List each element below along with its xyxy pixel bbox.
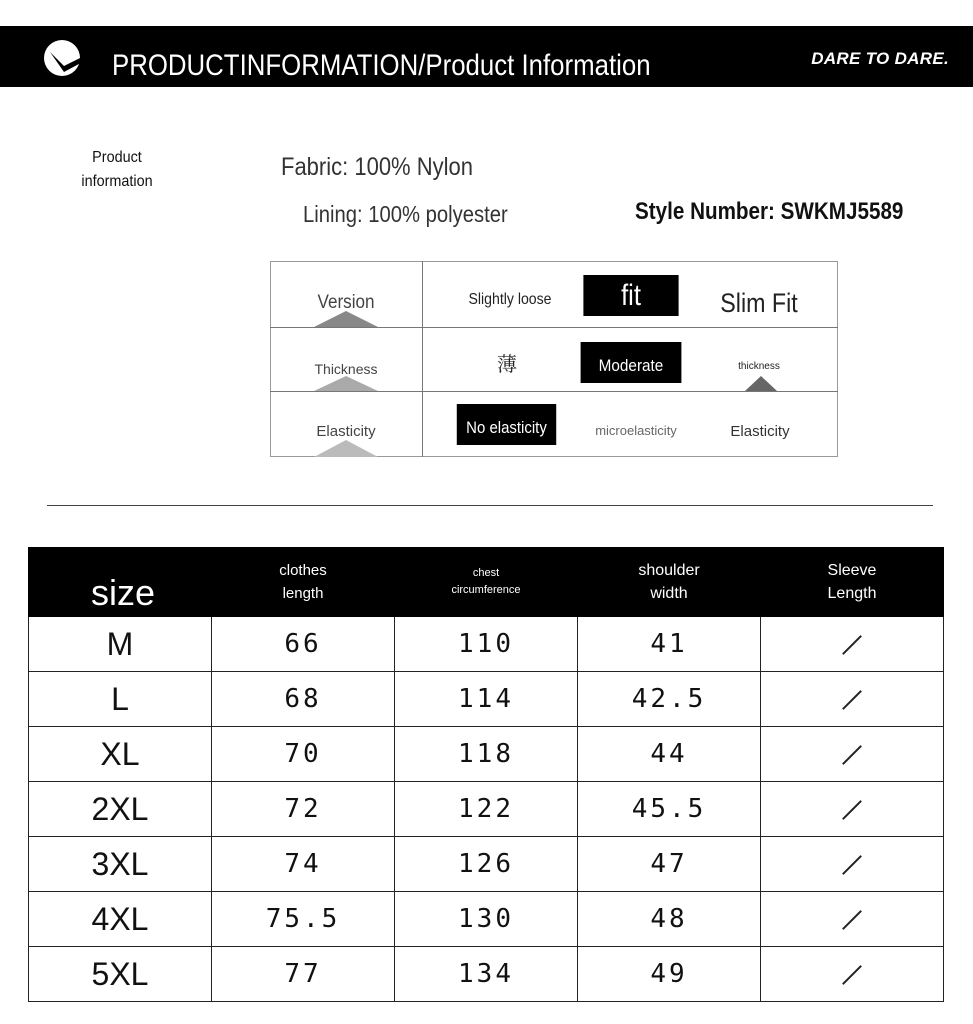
- attribute-label-elasticity: Elasticity: [316, 423, 376, 440]
- slash-mark: [842, 690, 862, 710]
- table-cell: 70: [212, 727, 395, 782]
- option-microelasticity: microelasticity: [595, 423, 677, 438]
- triangle-marker-icon: [314, 440, 378, 457]
- attribute-label-version: Version: [317, 292, 375, 313]
- table-cell: 134: [395, 947, 578, 1002]
- table-cell: 118: [395, 727, 578, 782]
- table-cell: [761, 947, 944, 1002]
- table-cell: [761, 837, 944, 892]
- size-chart: [28, 547, 944, 1005]
- table-row: [29, 727, 944, 782]
- table-body: [29, 617, 944, 1002]
- section-divider: [47, 505, 933, 506]
- option-slim-fit: Slim Fit: [720, 288, 798, 318]
- slash-mark: [842, 855, 862, 875]
- size-cell: 3XL: [29, 837, 212, 892]
- option-thick: thickness: [738, 361, 780, 372]
- option-fit-selected: fit: [583, 275, 678, 316]
- table-row: [29, 672, 944, 727]
- page-title: PRODUCTINFORMATION/Product Information: [112, 49, 651, 82]
- table-cell: 110: [395, 617, 578, 672]
- header-size: size: [29, 548, 212, 617]
- table-cell: [761, 672, 944, 727]
- table-cell: 41: [578, 617, 761, 672]
- table-cell: 126: [395, 837, 578, 892]
- triangle-marker-icon: [745, 376, 777, 391]
- option-no-elasticity-selected: No elasticity: [457, 404, 556, 445]
- style-number: Style Number: SWKMJ5589: [635, 198, 904, 225]
- attribute-divider: [422, 261, 423, 457]
- brand-slogan: DARE TO DARE.: [811, 49, 949, 68]
- slash-mark: [842, 745, 862, 765]
- table-cell: 48: [578, 892, 761, 947]
- option-thin: 薄: [497, 354, 517, 376]
- size-cell: XL: [29, 727, 212, 782]
- option-elasticity: Elasticity: [730, 423, 790, 440]
- attribute-row-divider: [270, 391, 838, 392]
- header-clothes-length: clothes length: [212, 548, 395, 617]
- attribute-row-divider: [270, 327, 838, 328]
- table-row: [29, 617, 944, 672]
- table-cell: 68: [212, 672, 395, 727]
- table-cell: [761, 892, 944, 947]
- table-cell: 45.5: [578, 782, 761, 837]
- slash-mark: [842, 910, 862, 930]
- table-cell: 75.5: [212, 892, 395, 947]
- table-cell: 42.5: [578, 672, 761, 727]
- table-row: [29, 892, 944, 947]
- table-header-row: [29, 548, 944, 617]
- table-cell: 49: [578, 947, 761, 1002]
- option-slightly-loose: Slightly loose: [468, 291, 552, 308]
- table-cell: 122: [395, 782, 578, 837]
- size-table: [28, 547, 944, 1002]
- size-cell: 4XL: [29, 892, 212, 947]
- table-cell: 66: [212, 617, 395, 672]
- triangle-marker-icon: [314, 376, 378, 391]
- header-chest-circumference: chest circumference: [395, 548, 578, 617]
- product-info-label: Product information: [81, 149, 153, 190]
- slash-mark: [842, 965, 862, 985]
- option-moderate-selected: Moderate: [581, 342, 682, 383]
- fabric-text: Fabric: 100% Nylon: [281, 153, 473, 181]
- slash-mark: [842, 800, 862, 820]
- triangle-marker-icon: [314, 311, 378, 327]
- table-cell: 44: [578, 727, 761, 782]
- size-cell: M: [29, 617, 212, 672]
- table-cell: 130: [395, 892, 578, 947]
- table-row: [29, 837, 944, 892]
- lining-text: Lining: 100% polyester: [303, 201, 508, 227]
- table-cell: 74: [212, 837, 395, 892]
- bird-logo-icon: [40, 38, 92, 78]
- slash-mark: [842, 635, 862, 655]
- table-row: [29, 947, 944, 1002]
- table-cell: 47: [578, 837, 761, 892]
- table-cell: 77: [212, 947, 395, 1002]
- table-cell: [761, 782, 944, 837]
- size-cell: L: [29, 672, 212, 727]
- attribute-label-thickness: Thickness: [314, 361, 378, 377]
- table-cell: [761, 727, 944, 782]
- table-cell: 114: [395, 672, 578, 727]
- size-cell: 2XL: [29, 782, 212, 837]
- table-cell: 72: [212, 782, 395, 837]
- table-row: [29, 782, 944, 837]
- table-cell: [761, 617, 944, 672]
- header-shoulder-width: shoulder width: [578, 548, 761, 617]
- size-cell: 5XL: [29, 947, 212, 1002]
- header-sleeve-length: Sleeve Length: [761, 548, 944, 617]
